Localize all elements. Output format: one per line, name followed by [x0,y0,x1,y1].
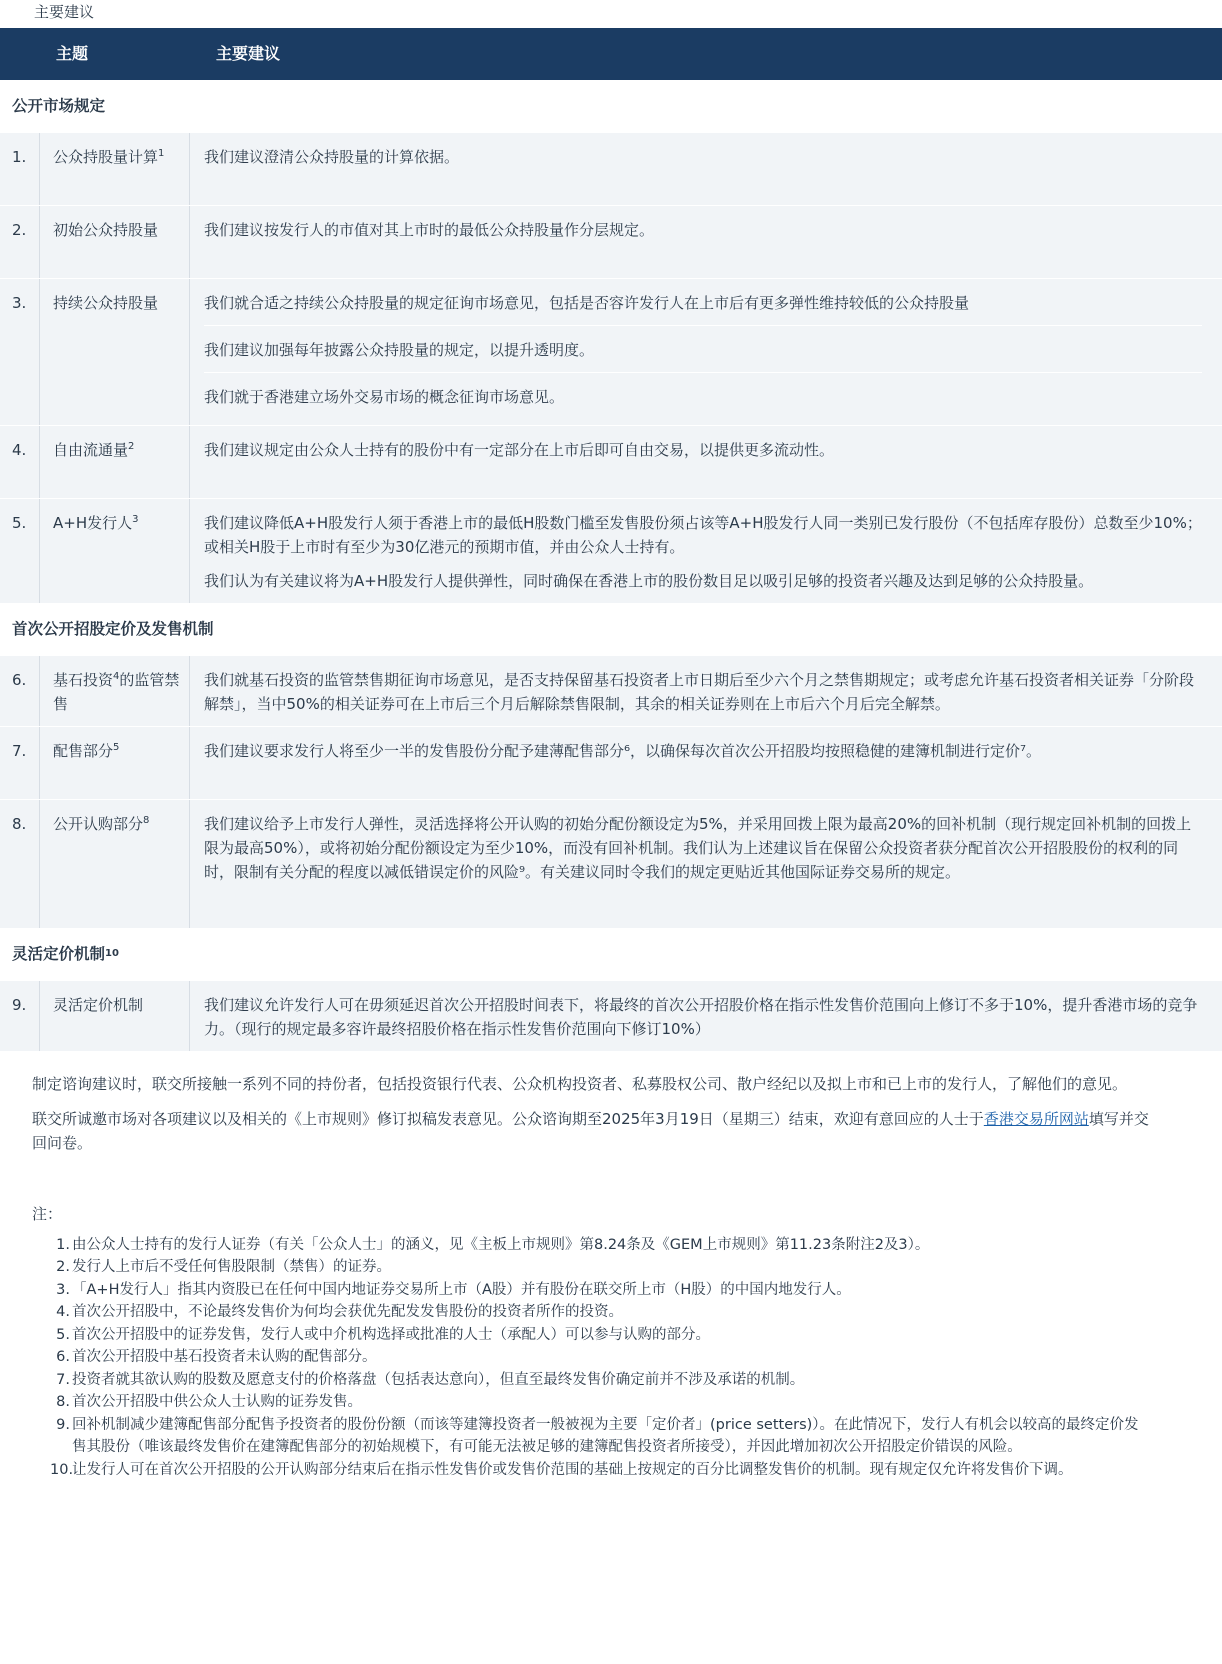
topic-text: 公众持股量计算 [53,148,159,166]
recommendation-paragraph: 我们建议要求发行人将至少一半的发售股份分配予建薄配售部分⁶，以确保每次首次公开招股均按照稳健的建簿机制进行定价⁷。 [204,742,1042,760]
row-recommendation [190,279,1222,425]
table-row [0,726,1222,799]
paragraph-invitation [32,1108,1152,1155]
section-heading [0,80,1222,132]
note-item [50,1391,1152,1413]
section-title: 首次公开招股定价及发售机制 [12,619,214,638]
paragraph-consultation: 制定谘询建议时，联交所接触一系列不同的持份者，包括投资银行代表、公众机构投资者、私募股权公司、散户经纪以及拟上市和已上市的发行人，了解他们的意见。 [32,1075,1128,1093]
note-text: 回补机制减少建簿配售部分配售予投资者的股份份额（而该等建簿投资者一般被视为主要「定价者」(price setters)）。在此情况下，发行人有机会以较高的最终定价发售其股份（唯该最终发售价在建簿配售部分的初始规模下，有可能无法被足够的建簿配售投资者所接受），并因此增加初次公开招股定价错误的风险。 [72,1416,1139,1456]
row-number: 6. [0,656,40,726]
note-item [50,1301,1152,1323]
recommendation-paragraph: 我们就于香港建立场外交易市场的概念征询市场意见。 [204,372,1202,419]
recommendations-table [0,28,1222,1051]
topic-footnote: 4 [113,671,120,682]
header-recommendation: 主要建议 [216,44,281,64]
topic-footnote: 8 [143,815,150,826]
recommendation-paragraph: 我们建议规定由公众人士持有的股份中有一定部分在上市后即可自由交易，以提供更多流动性。 [204,441,835,459]
topic-text: 配售部分 [53,742,114,760]
paragraph-invitation-text: 联交所诚邀市场对各项建议以及相关的《上市规则》修订拟稿发表意见。公众谘询期至2025年3月19日（星期三）结束，欢迎有意回应的人士于 [32,1110,984,1129]
note-number: 6. [56,1349,70,1366]
note-item [50,1346,1152,1368]
recommendation-paragraph: 我们认为有关建议将为A+H股发行人提供弹性，同时确保在香港上市的股份数目足以吸引足够的投资者兴趣及达到足够的公众持股量。 [204,572,1094,590]
row-topic [40,656,190,726]
note-item [50,1414,1152,1459]
note-text: 首次公开招股中的证券发售，发行人或中介机构选择或批准的人士（承配人）可以参与认购的部分。 [72,1326,710,1343]
row-recommendation [190,499,1222,603]
note-item [50,1256,1152,1278]
note-item [50,1369,1152,1391]
note-item [50,1279,1152,1301]
table-header [0,28,1222,80]
note-number: 4. [56,1304,70,1321]
recommendation-paragraph: 我们建议加强每年披露公众持股量的规定，以提升透明度。 [204,325,1202,372]
topic-text: 公开认购部分 [53,815,144,833]
topic-text: 持续公众持股量 [53,294,159,312]
topic-text: 初始公众持股量 [53,221,159,239]
note-number: 2. [56,1259,70,1276]
note-text: 首次公开招股中供公众人士认购的证券发售。 [72,1394,362,1411]
table-row [0,278,1222,425]
row-topic [40,981,190,1051]
note-text: 首次公开招股中基石投资者未认购的配售部分。 [72,1349,377,1366]
topic-text: 基石投资 [53,671,114,689]
note-number: 8. [56,1394,70,1411]
note-text: 首次公开招股中，不论最终发售价为何均会获优先配发发售股份的投资者所作的投资。 [72,1304,623,1321]
note-item [50,1234,1152,1256]
row-recommendation [190,727,1222,799]
notes-list [32,1234,1152,1481]
body-text [0,1051,1222,1481]
row-recommendation [190,206,1222,278]
row-recommendation [190,426,1222,498]
row-number: 7. [0,727,40,799]
row-topic [40,206,190,278]
row-number: 1. [0,133,40,205]
note-number: 10. [50,1461,74,1478]
row-topic [40,727,190,799]
notes-title: 注： [32,1204,63,1223]
row-topic [40,426,190,498]
table-row [0,799,1222,928]
topic-text: 灵活定价机制 [53,996,144,1014]
note-text: 「A+H发行人」指其内资股已在任何中国内地证券交易所上市（A股）并有股份在联交所上市（H股）的中国内地发行人。 [72,1281,851,1298]
row-number: 2. [0,206,40,278]
recommendation-paragraph: 我们建议允许发行人可在毋须延迟首次公开招股时间表下，将最终的首次公开招股价格在指示性发售价范围向上修订不多于10%，提升香港市场的竞争力。（现行的规定最多容许最终招股价格在指示性发售价范围向下修订10%） [204,996,1198,1038]
table-row [0,655,1222,726]
row-number: 3. [0,279,40,425]
recommendation-paragraph: 我们建议给予上市发行人弹性，灵活选择将公开认购的初始分配份额设定为5%，并采用回拨上限为最高20%的回补机制（现行规定回补机制的回拨上限为最高50%），或将初始分配份额设定为至少10%，而没有回补机制。我们认为上述建议旨在保留公众投资者获分配首次公开招股股份的权利的同时，限制有关分配的程度以减低错误定价的风险⁹。有关建议同时令我们的规定更贴近其他国际证券交易所的规定。 [204,815,1192,881]
row-recommendation [190,656,1222,726]
section-title: 灵活定价机制 [12,944,106,963]
note-text: 投资者就其欲认购的股数及愿意支付的价格落盘（包括表达意向），但直至最终发售价确定前并不涉及承诺的机制。 [72,1371,805,1388]
paragraph-invitation-end: 填写并交回问卷。 [32,1110,1149,1152]
note-number: 1. [56,1237,70,1253]
note-text: 由公众人士持有的发行人证券（有关「公众人士」的涵义，见《主板上市规则》第8.24条及《GEM上市规则》第11.23条附注2及3）。 [72,1237,930,1253]
section-title: 公开市场规定 [12,96,106,115]
table-row [0,132,1222,205]
row-topic [40,499,190,603]
topic-text: 自由流通量 [53,441,129,459]
table-body [0,80,1222,1051]
note-item [50,1459,1152,1481]
table-row [0,205,1222,278]
recommendation-paragraph: 我们就合适之持续公众持股量的规定征询市场意见，包括是否容许发行人在上市后有更多弹性维持较低的公众持股量 [204,294,970,312]
table-row [0,498,1222,603]
table-row [0,980,1222,1051]
row-number: 5. [0,499,40,603]
note-text: 发行人上市后不受任何售股限制（禁售）的证券。 [72,1259,391,1276]
row-recommendation [190,133,1222,205]
topic-text: A+H发行人 [53,514,133,532]
recommendation-paragraph: 我们建议澄清公众持股量的计算依据。 [204,148,460,166]
note-item [50,1324,1152,1346]
row-topic [40,800,190,928]
note-number: 5. [56,1326,70,1343]
table-row [0,425,1222,498]
row-number: 4. [0,426,40,498]
section-title-footnote: 10 [105,948,119,959]
section-heading [0,928,1222,980]
topic-footnote: 1 [158,148,165,159]
row-topic [40,279,190,425]
hkex-website-link[interactable]: 香港交易所网站 [983,1110,1089,1129]
section-heading [0,603,1222,655]
row-recommendation [190,800,1222,928]
recommendation-paragraph: 我们建议降低A+H股发行人须于香港上市的最低H股数门槛至发售股份须占该等A+H股发行人同一类别已发行股份（不包括库存股份）总数至少10%；或相关H股于上市时有至少为30亿港元的预期市值，并由公众人士持有。 [204,514,1202,556]
row-number: 8. [0,800,40,928]
page-heading: 主要建议 [34,3,95,21]
recommendation-paragraph: 我们建议按发行人的市值对其上市时的最低公众持股量作分层规定。 [204,221,655,239]
topic-footnote: 3 [132,514,139,525]
row-number: 9. [0,981,40,1051]
row-recommendation [190,981,1222,1051]
note-number: 9. [56,1416,70,1433]
topic-footnote: 5 [113,742,120,753]
header-topic: 主题 [56,44,89,64]
topic-footnote: 2 [128,441,135,452]
topic-text-continued: 的监管禁售 [53,671,180,713]
note-number: 3. [56,1281,70,1298]
note-number: 7. [56,1371,70,1388]
row-topic [40,133,190,205]
note-text: 让发行人可在首次公开招股的公开认购部分结束后在指示性发售价或发售价范围的基础上按规定的百分比调整发售价的机制。现有规定仅允许将发售价下调。 [72,1461,1073,1478]
recommendation-paragraph: 我们就基石投资的监管禁售期征询市场意见，是否支持保留基石投资者上市日期后至少六个月之禁售期规定；或考虑允许基石投资者相关证券「分阶段解禁」，当中50%的相关证券可在上市后三个月后解除禁售限制，其余的相关证券则在上市后六个月后完全解禁。 [204,671,1195,713]
